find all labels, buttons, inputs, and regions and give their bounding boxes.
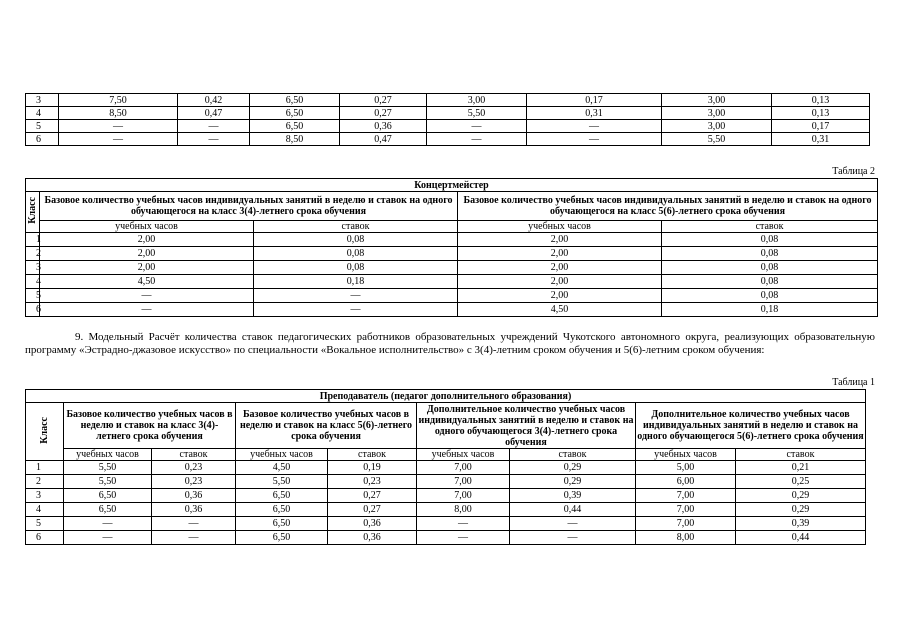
table1-title: Преподаватель (педагог дополнительного образования) <box>26 390 866 403</box>
table-row <box>26 531 866 545</box>
table-cell: — <box>64 531 152 545</box>
table-cell: 3,00 <box>427 94 527 107</box>
table-cell: 0,39 <box>510 489 636 503</box>
table-cell: 5,50 <box>662 133 772 146</box>
table1-body <box>26 461 866 545</box>
table-cell: 8,00 <box>417 503 510 517</box>
table2-accompanist <box>25 178 878 317</box>
table1-group4-header: Дополнительное количество учебных часов индивидуальных занятий в неделю и ставок на одного обучающегося 5(6)-летнего срока обучения <box>636 403 866 449</box>
row-class-number: 2 <box>26 247 40 261</box>
table-cell: 0,08 <box>662 247 878 261</box>
table-cell: 5,50 <box>236 475 328 489</box>
table-cell: — <box>254 289 458 303</box>
table-cell: 6,50 <box>250 120 340 133</box>
table-cell: 0,36 <box>152 489 236 503</box>
paragraph-item-9: 9. Модельный Расчёт количества ставок педагогических работников образовательных учреждений Чукотского автономного округа, реализующих образовательную программу «Эстрадно-джазовое искусство» по специальности «Вокальное исполнительство» с 3(4)-летним сроком обучения и 5(6)-летним сроком обучения: <box>25 331 875 356</box>
table-cell: 0,44 <box>736 531 866 545</box>
table-cell: 3,00 <box>662 94 772 107</box>
table-cell: 7,00 <box>636 489 736 503</box>
table-cell: 0,27 <box>328 503 417 517</box>
table1-sub-hours-3: учебных часов <box>417 449 510 461</box>
table-cell: 5,50 <box>64 475 152 489</box>
row-class-number: 3 <box>26 261 40 275</box>
table1-caption: Таблица 1 <box>832 377 875 388</box>
table2-klass-header <box>26 192 40 233</box>
table2-sub-hours-2: учебных часов <box>458 221 662 233</box>
row-class-number: 3 <box>26 94 59 107</box>
table-row <box>26 503 866 517</box>
table-row <box>26 107 870 120</box>
table-cell: — <box>527 133 662 146</box>
table-cell: 7,00 <box>417 461 510 475</box>
table-cell: 5,00 <box>636 461 736 475</box>
table-cell: 0,08 <box>254 233 458 247</box>
table-cell: 0,29 <box>510 475 636 489</box>
table-cell: 0,36 <box>340 120 427 133</box>
table2-sub-hours-1: учебных часов <box>40 221 254 233</box>
table-row <box>26 94 870 107</box>
row-class-number: 5 <box>26 517 64 531</box>
table2-group1-header: Базовое количество учебных часов индивидуальных занятий в неделю и ставок на одного обучающегося на класс 3(4)-летнего срока обучения <box>40 192 458 221</box>
table-cell: 3,00 <box>662 120 772 133</box>
table-cell: — <box>510 517 636 531</box>
table-cell: 7,50 <box>59 94 178 107</box>
table-cell: 0,08 <box>662 233 878 247</box>
table-cell: 6,50 <box>236 531 328 545</box>
table-cell: 6,50 <box>250 107 340 120</box>
table-cell: 6,50 <box>250 94 340 107</box>
table-cell: 0,21 <box>736 461 866 475</box>
table-cell: 6,00 <box>636 475 736 489</box>
table-cell: 2,00 <box>40 247 254 261</box>
table-cell: — <box>254 303 458 317</box>
table-row <box>26 275 878 289</box>
table-cell: 6,50 <box>64 503 152 517</box>
table-cell: 0,23 <box>152 461 236 475</box>
table1-klass-header <box>26 403 64 461</box>
table-cell: 2,00 <box>458 233 662 247</box>
table-cell: 6,50 <box>236 503 328 517</box>
row-class-number: 4 <box>26 275 40 289</box>
table-cell: 3,00 <box>662 107 772 120</box>
table-cell: 0,36 <box>328 517 417 531</box>
table1-sub-rates-4: ставок <box>736 449 866 461</box>
table1-sub-hours-4: учебных часов <box>636 449 736 461</box>
table-row <box>26 289 878 303</box>
table2-klass-label: Класс <box>27 197 38 224</box>
table-row <box>26 517 866 531</box>
table1-teacher <box>25 389 866 545</box>
table-cell: — <box>527 120 662 133</box>
row-class-number: 4 <box>26 503 64 517</box>
table1-group2-header: Базовое количество учебных часов в неделю и ставок на класс 5(6)-летнего срока обучения <box>236 403 417 449</box>
table-cell: 0,17 <box>527 94 662 107</box>
table-cell: 0,36 <box>328 531 417 545</box>
table1-klass-label: Класс <box>39 416 50 444</box>
table-row <box>26 489 866 503</box>
table-row <box>26 475 866 489</box>
table-cell: 0,18 <box>254 275 458 289</box>
table1-sub-hours-1: учебных часов <box>64 449 152 461</box>
continuation-table <box>25 93 870 146</box>
table-cell: 0,31 <box>772 133 870 146</box>
table-cell: 7,00 <box>636 503 736 517</box>
table-cell: — <box>178 133 250 146</box>
table-row <box>26 461 866 475</box>
table-cell: — <box>152 531 236 545</box>
table-cell: 0,23 <box>152 475 236 489</box>
row-class-number: 2 <box>26 475 64 489</box>
table-cell: 0,08 <box>662 275 878 289</box>
table-cell: 0,08 <box>254 247 458 261</box>
table1-group1-header: Базовое количество учебных часов в неделю и ставок на класс 3(4)-летнего срока обучения <box>64 403 236 449</box>
table-cell: 2,00 <box>40 233 254 247</box>
table-cell: 2,00 <box>458 261 662 275</box>
table-cell: 7,00 <box>417 475 510 489</box>
row-class-number: 5 <box>26 120 59 133</box>
table-cell: 6,50 <box>236 489 328 503</box>
table-cell: 0,13 <box>772 94 870 107</box>
table-cell: 8,00 <box>636 531 736 545</box>
table-cell: 4,50 <box>236 461 328 475</box>
table-cell: 8,50 <box>59 107 178 120</box>
table-cell: 0,47 <box>340 133 427 146</box>
table-cell: 2,00 <box>458 275 662 289</box>
table-cell: — <box>427 133 527 146</box>
table-cell: — <box>152 517 236 531</box>
table2-title: Концертмейстер <box>26 179 878 192</box>
row-class-number: 5 <box>26 289 40 303</box>
table-cell: 0,31 <box>527 107 662 120</box>
table2-group2-header: Базовое количество учебных часов индивидуальных занятий в неделю и ставок на одного обучающегося на класс 5(6)-летнего срока обучения <box>458 192 878 221</box>
row-class-number: 3 <box>26 489 64 503</box>
table-cell: 2,00 <box>458 247 662 261</box>
table-cell: 0,29 <box>510 461 636 475</box>
table-cell: — <box>40 289 254 303</box>
table-cell: 0,27 <box>340 107 427 120</box>
table2-sub-rates-1: ставок <box>254 221 458 233</box>
table2-sub-rates-2: ставок <box>662 221 878 233</box>
table-cell: — <box>427 120 527 133</box>
table-cell: 4,50 <box>40 275 254 289</box>
table-cell: 0,08 <box>662 289 878 303</box>
table1-sub-rates-1: ставок <box>152 449 236 461</box>
table-row <box>26 233 878 247</box>
row-class-number: 6 <box>26 133 59 146</box>
table-cell: 0,29 <box>736 503 866 517</box>
table-cell: — <box>510 531 636 545</box>
table-row <box>26 247 878 261</box>
table-cell: — <box>59 133 178 146</box>
table-cell: 4,50 <box>458 303 662 317</box>
table-cell: 0,17 <box>772 120 870 133</box>
table-cell: 8,50 <box>250 133 340 146</box>
row-class-number: 1 <box>26 233 40 247</box>
table-cell: 0,27 <box>328 489 417 503</box>
table-cell: 0,25 <box>736 475 866 489</box>
table-cell: — <box>417 531 510 545</box>
table-cell: 0,44 <box>510 503 636 517</box>
table-cell: 0,29 <box>736 489 866 503</box>
table-cell: 6,50 <box>64 489 152 503</box>
table-cell: 0,08 <box>254 261 458 275</box>
table2-caption: Таблица 2 <box>832 166 875 177</box>
table-cell: — <box>64 517 152 531</box>
table-cell: 5,50 <box>64 461 152 475</box>
table-cell: — <box>59 120 178 133</box>
table-cell: 0,18 <box>662 303 878 317</box>
table1-sub-hours-2: учебных часов <box>236 449 328 461</box>
row-class-number: 6 <box>26 303 40 317</box>
continuation-table-body <box>26 94 870 146</box>
table-row <box>26 261 878 275</box>
table-cell: 2,00 <box>40 261 254 275</box>
table-cell: 7,00 <box>636 517 736 531</box>
table1-sub-rates-3: ставок <box>510 449 636 461</box>
table-cell: 0,42 <box>178 94 250 107</box>
table-cell: 0,19 <box>328 461 417 475</box>
table-cell: 0,36 <box>152 503 236 517</box>
table1-group3-header: Дополнительное количество учебных часов индивидуальных занятий в неделю и ставок на одного обучающегося 3(4)-летнего срока обучения <box>417 403 636 449</box>
table-cell: 0,08 <box>662 261 878 275</box>
row-class-number: 1 <box>26 461 64 475</box>
table-cell: 0,23 <box>328 475 417 489</box>
table-cell: — <box>417 517 510 531</box>
table-cell: 0,47 <box>178 107 250 120</box>
table-cell: — <box>40 303 254 317</box>
table-row <box>26 120 870 133</box>
table-cell: 6,50 <box>236 517 328 531</box>
table-cell: — <box>178 120 250 133</box>
table-cell: 5,50 <box>427 107 527 120</box>
table-cell: 0,39 <box>736 517 866 531</box>
row-class-number: 4 <box>26 107 59 120</box>
table-cell: 2,00 <box>458 289 662 303</box>
table1-sub-rates-2: ставок <box>328 449 417 461</box>
table2-body <box>26 233 878 317</box>
table-cell: 0,27 <box>340 94 427 107</box>
row-class-number: 6 <box>26 531 64 545</box>
table-cell: 7,00 <box>417 489 510 503</box>
table-row <box>26 133 870 146</box>
table-row <box>26 303 878 317</box>
table-cell: 0,13 <box>772 107 870 120</box>
